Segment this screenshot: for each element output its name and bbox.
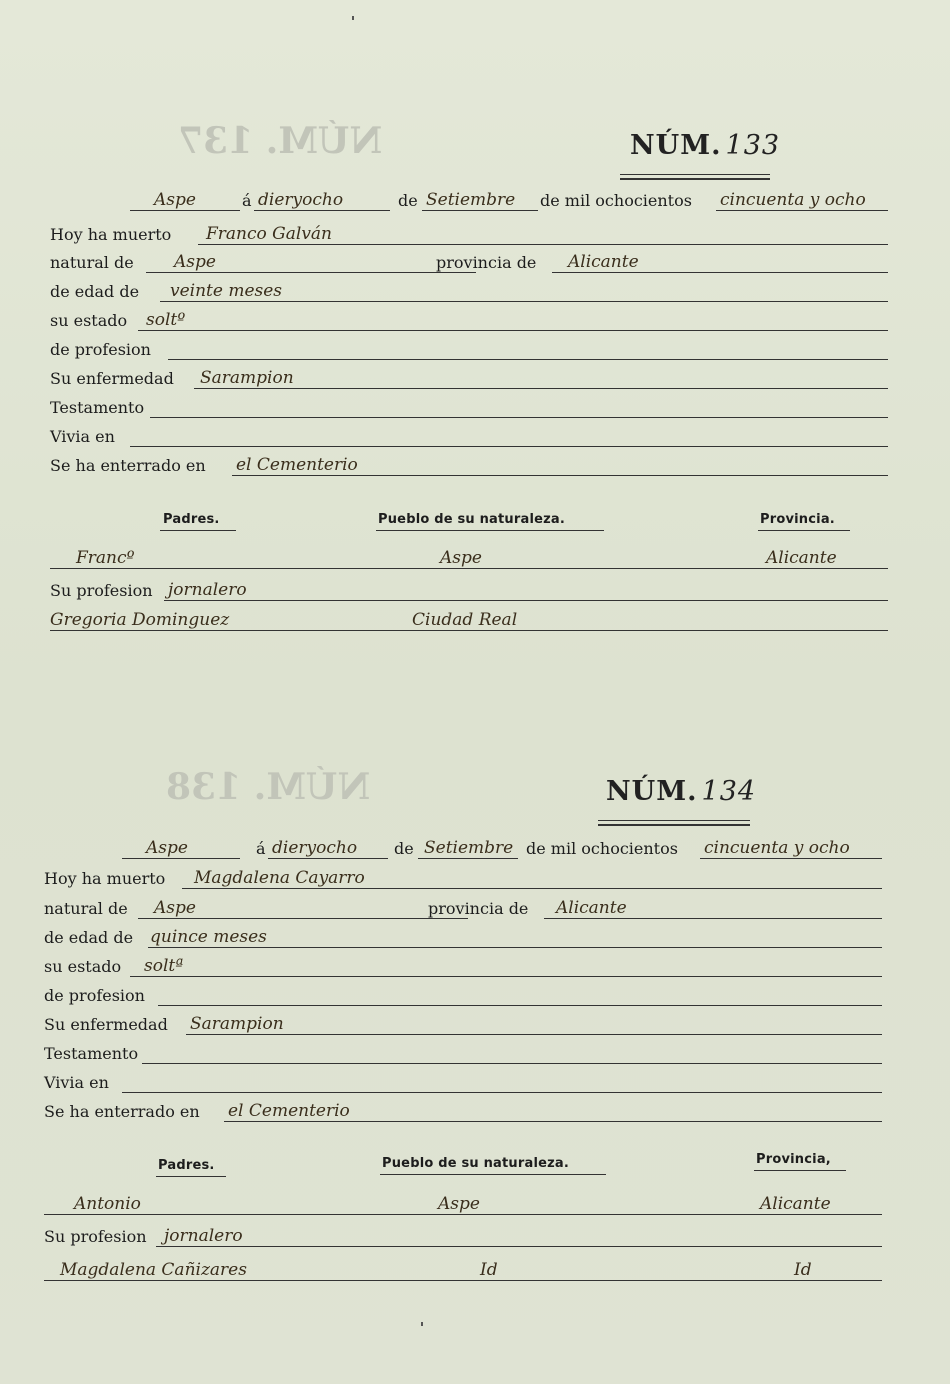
profesion-line: de profesion [44, 983, 890, 1009]
padre-pueblo: Aspe [440, 548, 482, 568]
enfermedad-line: Su enfermedad Sarampion [50, 366, 890, 392]
padre-row [44, 1192, 890, 1218]
deceased-name: Franco Galván [206, 224, 333, 244]
natural-place: Aspe [154, 898, 196, 918]
provincia-value: Alicante [556, 898, 627, 918]
col-pueblo: Pueblo de su naturaleza. [382, 1156, 570, 1171]
estado-line: su estado soltº [50, 308, 890, 334]
enterrado-line: Se ha enterrado en el Cementerio [50, 453, 890, 479]
madre-name: Gregoria Dominguez [50, 610, 230, 630]
date-line: Aspe á dieryocho de Setiembre de mil ochocientos cincuenta y ocho [130, 188, 890, 214]
place-handwritten: Aspe [154, 190, 196, 210]
col-provincia: Provincia. [760, 512, 835, 527]
provincia-value: Alicante [568, 252, 639, 272]
deceased-line: Hoy ha muerto Franco Galván [50, 222, 890, 248]
padre-name: Antonio [74, 1194, 141, 1214]
page-speck [421, 1322, 423, 1326]
deceased-line: Hoy ha muerto Magdalena Cayarro [44, 866, 890, 892]
estado-line: su estado soltª [44, 954, 890, 980]
enfermedad-line: Su enfermedad Sarampion [44, 1012, 890, 1038]
vivia-line: Vivia en [50, 424, 890, 450]
record-number: NÚM. 133 [630, 130, 781, 161]
natural-line: natural de Aspe provincia de Alicante [44, 896, 890, 922]
number-underline [620, 174, 770, 180]
bleed-through-number-1: NÚM. 137 [178, 120, 383, 162]
estado-value: soltº [146, 310, 186, 330]
day-handwritten: dieryocho [272, 838, 358, 858]
deceased-name: Magdalena Cayarro [194, 868, 365, 888]
enterrado-line: Se ha enterrado en el Cementerio [44, 1099, 890, 1125]
year-handwritten: cincuenta y ocho [720, 190, 866, 210]
padre-profesion: jornalero [168, 580, 247, 600]
month-handwritten: Setiembre [426, 190, 516, 210]
madre-pueblo: Ciudad Real [412, 610, 518, 630]
madre-row [50, 608, 890, 634]
page-speck [352, 16, 354, 20]
edad-value: veinte meses [170, 281, 283, 301]
madre-name: Magdalena Cañizares [60, 1260, 247, 1280]
madre-provincia: Id [794, 1260, 812, 1280]
month-handwritten: Setiembre [424, 838, 514, 858]
bleed-through-number-2: NÚM. 138 [166, 766, 371, 808]
edad-line: de edad de quince meses [44, 925, 890, 951]
enterrado-value: el Cementerio [236, 455, 358, 475]
madre-pueblo: Id [480, 1260, 498, 1280]
padre-pueblo: Aspe [438, 1194, 480, 1214]
vivia-line: Vivia en [44, 1070, 890, 1096]
padre-row [50, 546, 890, 572]
edad-value: quince meses [150, 927, 267, 947]
col-provincia: Provincia, [756, 1152, 831, 1167]
place-handwritten: Aspe [146, 838, 188, 858]
testamento-line: Testamento [44, 1041, 890, 1067]
estado-value: soltª [144, 956, 184, 976]
col-pueblo: Pueblo de su naturaleza. [378, 512, 566, 527]
padre-provincia: Alicante [766, 548, 837, 568]
testamento-line: Testamento [50, 395, 890, 421]
enfermedad-value: Sarampion [200, 368, 294, 388]
padre-name: Francº [76, 548, 135, 568]
number-underline [598, 820, 750, 826]
padre-profesion: jornalero [164, 1226, 243, 1246]
profesion-line: de profesion [50, 337, 890, 363]
edad-line: de edad de veinte meses [50, 279, 890, 305]
padre-profesion-line: Su profesion jornalero [44, 1224, 890, 1250]
natural-line: natural de Aspe provincia de Alicante [50, 250, 890, 276]
padre-profesion-line: Su profesion jornalero [50, 578, 890, 604]
madre-row [44, 1258, 890, 1284]
col-padres: Padres. [163, 512, 220, 527]
date-line: Aspe á dieryocho de Setiembre de mil ochocientos cincuenta y ocho [122, 836, 892, 862]
col-padres: Padres. [158, 1158, 215, 1173]
natural-place: Aspe [174, 252, 216, 272]
enterrado-value: el Cementerio [228, 1101, 350, 1121]
enfermedad-value: Sarampion [190, 1014, 284, 1034]
year-handwritten: cincuenta y ocho [704, 838, 850, 858]
record-number: NÚM. 134 [606, 776, 757, 807]
padre-provincia: Alicante [760, 1194, 831, 1214]
day-handwritten: dieryocho [258, 190, 344, 210]
